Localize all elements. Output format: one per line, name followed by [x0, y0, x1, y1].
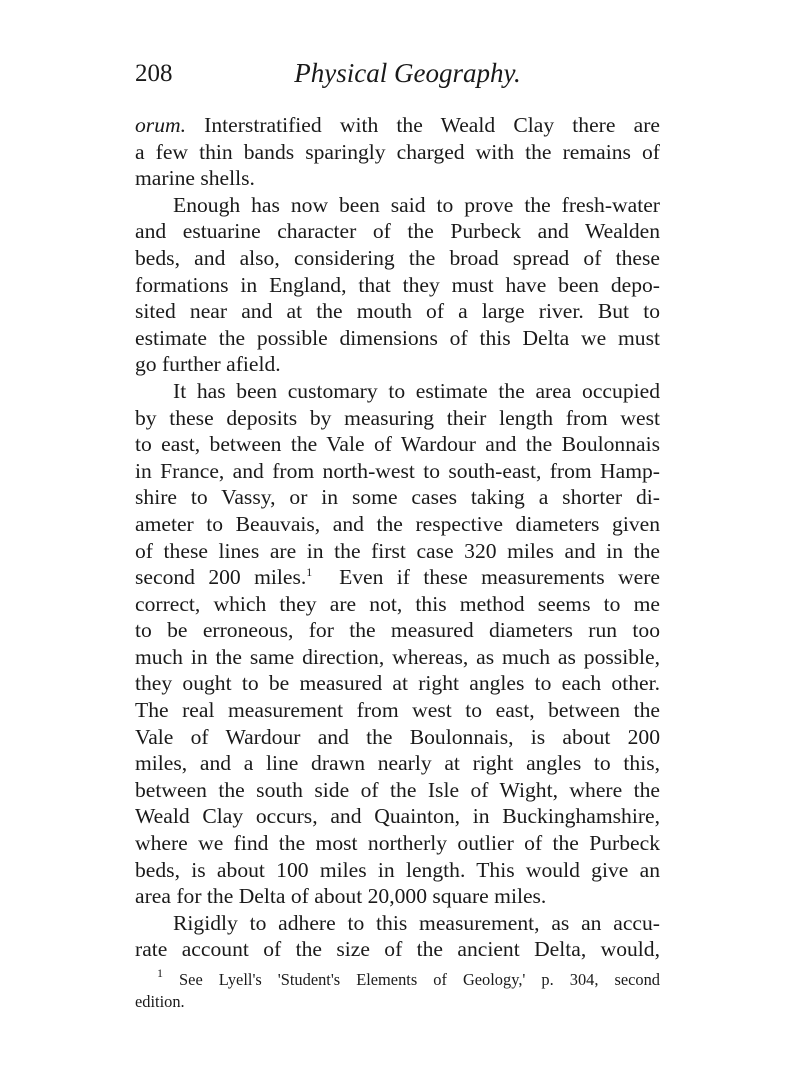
text-line: a few thin bands sparingly charged with the remains of: [135, 139, 660, 164]
text-line: by these deposits by measuring their length from west: [135, 405, 660, 430]
text-line: Rigidly to adhere to this measurement, as an accu-: [173, 910, 660, 935]
text-line: correct, which they are not, this method seems to me: [135, 591, 660, 616]
page-number: 208: [135, 60, 173, 87]
paragraph-2: [135, 192, 660, 378]
paragraph-1: [135, 112, 660, 192]
text-fragment: second 200 miles.: [135, 565, 307, 590]
text-line: Vale of Wardour and the Boulonnais, is about 200: [135, 724, 660, 749]
text-line: beds, is about 100 miles in length. This would give an: [135, 857, 660, 882]
footnote-text: See Lyell's 'Student's Elements of Geology,' p. 304, second: [179, 970, 660, 989]
text-line: shire to Vassy, or in some cases taking a shorter di-: [135, 485, 660, 510]
body-text: [135, 112, 660, 963]
text-line: orum. Interstratified with the Weald Clay there are: [135, 113, 660, 137]
text-line: Enough has now been said to prove the fresh-water: [173, 192, 660, 217]
footnotes: [135, 966, 660, 1013]
text-line: much in the same direction, whereas, as much as possible,: [135, 644, 660, 669]
text-fragment: Even if these measurements were: [339, 565, 660, 590]
text-line: to be erroneous, for the measured diameters run too: [135, 618, 660, 643]
text-line: and estuarine character of the Purbeck and Wealden: [135, 219, 660, 244]
text-line: formations in England, that they must have been depo-: [135, 272, 660, 297]
paragraph-4: [135, 910, 660, 963]
text-line: between the south side of the Isle of Wight, where the: [135, 777, 660, 802]
footnote-marker: 1: [306, 565, 313, 580]
text-line: in France, and from north-west to south-east, from Hamp-: [135, 458, 660, 483]
text-line: beds, and also, considering the broad spread of these: [135, 245, 660, 270]
italic-word: orum.: [135, 113, 186, 137]
paragraph-3: [135, 378, 660, 910]
text-line: of these lines are in the first case 320 miles and in the: [135, 538, 660, 563]
text-line-with-footnote: [135, 564, 660, 591]
text-line: marine shells.: [135, 166, 255, 191]
text-line: area for the Delta of about 20,000 square miles.: [135, 884, 547, 909]
text-line: they ought to be measured at right angles to each other.: [135, 671, 660, 696]
footnote-marker: 1: [157, 966, 163, 980]
text-line: miles, and a line drawn nearly at right angles to this,: [135, 751, 660, 776]
text-line: where we find the most northerly outlier of the Purbeck: [135, 831, 660, 856]
text-line: The real measurement from west to east, between the: [135, 698, 660, 723]
footnote-line: edition.: [135, 992, 185, 1011]
text-line: to east, between the Vale of Wardour and the Boulonnais: [135, 432, 660, 457]
text-line: rate account of the size of the ancient Delta, would,: [135, 937, 660, 962]
text-line: Weald Clay occurs, and Quainton, in Buckinghamshire,: [135, 804, 660, 829]
text-line: It has been customary to estimate the area occupied: [173, 378, 660, 403]
text-line: go further afield.: [135, 352, 281, 377]
text-line: estimate the possible dimensions of this Delta we must: [135, 325, 660, 350]
text-line: ameter to Beauvais, and the respective diameters given: [135, 511, 660, 536]
running-head-title: Physical Geography.: [294, 58, 521, 88]
footnote-line: [135, 966, 660, 991]
text-line: sited near and at the mouth of a large river. But to: [135, 299, 660, 324]
